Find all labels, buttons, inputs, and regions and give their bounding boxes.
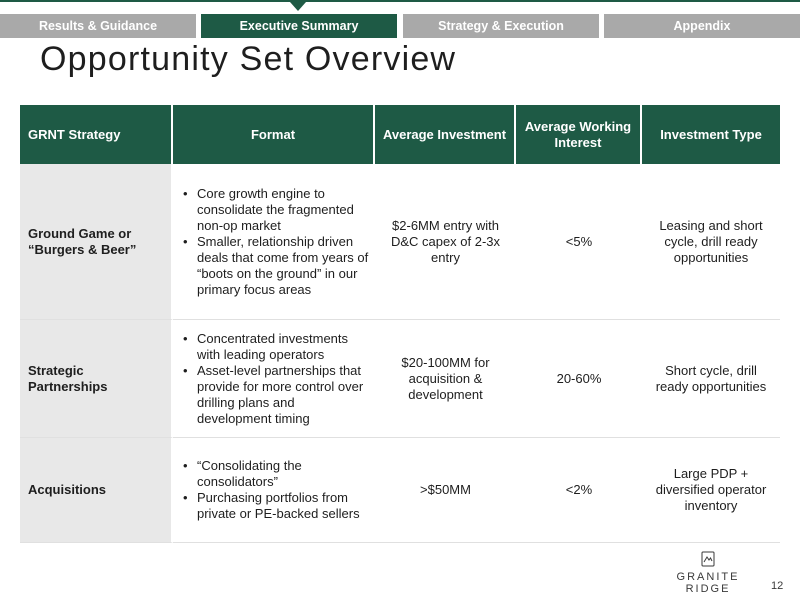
format-bullet: • Asset-level partnerships that provide for more control over drilling plans and development timing	[177, 363, 369, 427]
avg-working-interest-cell: <2%	[516, 438, 642, 543]
avg-investment-cell: $20-100MM for acquisition & development	[375, 320, 516, 438]
tab-appendix[interactable]: Appendix	[604, 14, 800, 38]
investment-type-cell: Short cycle, drill ready opportunities	[642, 320, 780, 438]
format-cell	[173, 438, 375, 543]
table-header-row	[20, 105, 780, 164]
format-bullet: • “Consolidating the consolidators”	[177, 458, 369, 490]
granite-ridge-logo	[657, 551, 759, 595]
strategy-cell: Strategic Partnerships	[20, 320, 173, 438]
tab-strategy-execution[interactable]: Strategy & Execution	[403, 14, 599, 38]
table-row	[20, 164, 780, 320]
avg-investment-cell: $2-6MM entry with D&C capex of 2-3x entry	[375, 164, 516, 320]
header-avg-working-interest: Average Working Interest	[516, 105, 642, 164]
header-format: Format	[173, 105, 375, 164]
table-row	[20, 320, 780, 438]
active-tab-pointer-icon	[290, 2, 306, 11]
top-rule	[0, 0, 800, 2]
tab-results-guidance[interactable]: Results & Guidance	[0, 14, 196, 38]
investment-type-cell: Large PDP + diversified operator inventory	[642, 438, 780, 543]
format-cell	[173, 164, 375, 320]
logo-wordmark: GRANITE RIDGE	[676, 571, 740, 595]
format-bullet: • Core growth engine to consolidate the fragmented non-op market	[177, 186, 369, 234]
avg-investment-cell: >$50MM	[375, 438, 516, 543]
investment-type-cell: Leasing and short cycle, drill ready opportunities	[642, 164, 780, 320]
format-list	[177, 331, 369, 427]
format-bullet: • Smaller, relationship driven deals that come from years of “boots on the ground” in our primary focus areas	[177, 234, 369, 298]
header-investment-type: Investment Type	[642, 105, 780, 164]
avg-working-interest-cell: <5%	[516, 164, 642, 320]
table-row	[20, 438, 780, 543]
tab-executive-summary[interactable]: Executive Summary	[201, 14, 397, 38]
section-nav	[0, 14, 800, 38]
granite-ridge-mark-icon	[701, 551, 715, 567]
format-list	[177, 186, 369, 298]
format-bullet: • Purchasing portfolios from private or PE-backed sellers	[177, 490, 369, 522]
format-list	[177, 458, 369, 522]
page-title: Opportunity Set Overview	[40, 40, 457, 78]
page-number: 12	[771, 580, 784, 592]
header-strategy: GRNT Strategy	[20, 105, 173, 164]
opportunity-table	[20, 105, 780, 543]
format-cell	[173, 320, 375, 438]
strategy-cell: Acquisitions	[20, 438, 173, 543]
strategy-cell: Ground Game or “Burgers & Beer”	[20, 164, 173, 320]
avg-working-interest-cell: 20-60%	[516, 320, 642, 438]
format-bullet: • Concentrated investments with leading operators	[177, 331, 369, 363]
header-avg-investment: Average Investment	[375, 105, 516, 164]
